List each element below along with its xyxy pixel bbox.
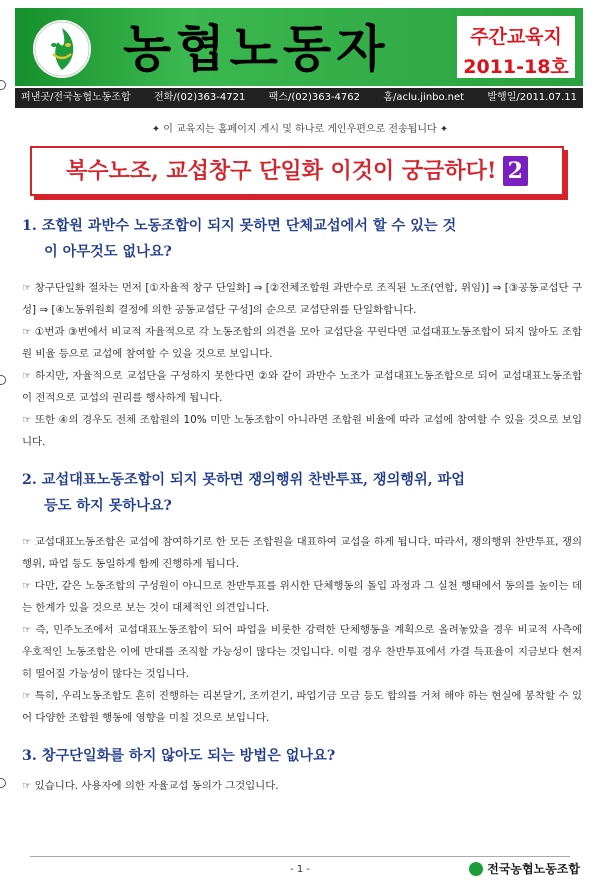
headline-number-badge: 2 — [503, 156, 528, 186]
union-logo-icon — [469, 862, 483, 876]
answer-paragraph: ☞ 또한 ④의 경우도 전체 조합원의 10% 미만 노동조합이 아니라면 조합원 비율에 따라 교섭에 참여할 수 있을 것으로 보입니다. — [22, 414, 582, 448]
article-body — [22, 213, 582, 797]
issue-box — [457, 16, 575, 78]
question-2-line1: 2. 교섭대표노동조합이 되지 못하면 쟁의행위 찬반투표, 쟁의행위, 파업 — [22, 472, 466, 488]
answer-paragraph: ☞ 교섭대표노동조합은 교섭에 참여하기로 한 모든 조합원을 대표하여 교섭을 하게 됩니다. 따라서, 쟁의행위 찬반투표, 쟁의행위, 파업 등도 동일하게 함께 진행하게 됩니다. — [22, 536, 582, 570]
publication-info-bar — [15, 88, 583, 108]
footer-organization — [469, 860, 580, 877]
question-1 — [22, 213, 582, 265]
homepage: 홈/aclu.jinbo.net — [383, 92, 465, 103]
publisher: 펴낸곳/전국농협노동조합 — [21, 92, 131, 103]
question-3-line1: 3. 창구단일화를 하지 않아도 되는 방법은 없나요? — [22, 748, 336, 764]
fax: 팩스/(02)363-4762 — [268, 92, 361, 103]
question-2 — [22, 467, 582, 519]
footer-divider — [30, 856, 570, 857]
question-3 — [22, 743, 582, 769]
issue-number: 2011-18호 — [463, 56, 569, 78]
binder-hole — [0, 80, 6, 90]
answer-paragraph: ☞ 창구단일화 절차는 먼저 [①자율적 창구 단일화] ⇒ [②전체조합원 과반수로 조직된 노조(연합, 위임)] ⇒ [③공동교섭단 구성] ⇒ [④노동위원회 결정에 의한 공동교섭단 구성]의 순으로 교섭단위를 단일화합니다. — [22, 282, 582, 316]
answer-paragraph: ☞ 있습니다. 사용자에 의한 자율교섭 동의가 그것입니다. — [22, 780, 279, 792]
question-1-line2: 이 아무것도 없나요? — [44, 244, 172, 260]
newsletter-title: 농협노동자 — [123, 19, 390, 78]
masthead — [15, 8, 583, 86]
answer-paragraph: ☞ 특히, 우리노동조합도 흔히 진행하는 리본달기, 조끼걷기, 파업기금 모금 등도 합의를 거쳐 해야 하는 현실에 봉착할 수 있어 다양한 조합원 행동에 영향을 미칠 것으로 보입니다. — [22, 690, 582, 724]
answer-paragraph: ☞ 다만, 같은 노동조합의 구성원이 아니므로 찬반투표를 위시한 단체행동의 돌입 과정과 그 실천 행태에서 동의를 높이는 데는 한계가 있을 것으로 보는 것이 대체적인 의견입니다. — [22, 580, 582, 614]
leaf-face-logo-icon — [33, 20, 91, 78]
question-1-line1: 1. 조합원 과반수 노동조합이 되지 못하면 단체교섭에서 할 수 있는 것 — [22, 218, 457, 234]
answer-paragraph: ☞ 하지만, 자율적으로 교섭단을 구성하지 못한다면 ②와 같이 과반수 노조가 교섭대표노동조합으로 되어 교섭대표노동조합이 전적으로 교섭의 권리를 행사하게 됩니다. — [22, 370, 582, 404]
binder-hole — [0, 375, 6, 385]
answer-paragraph: ☞ ①번과 ③번에서 비교적 자율적으로 각 노동조합의 의견을 모아 교섭단을 꾸린다면 교섭대표노동조합이 되지 않아도 조합원 비율 등으로 교섭에 참여할 수 있을 것으로 보입니다. — [22, 326, 582, 360]
publish-date: 발행일/2011.07.11 — [487, 92, 577, 103]
answer-paragraph: ☞ 즉, 민주노조에서 교섭대표노동조합이 되어 파업을 비롯한 강력한 단체행동을 계획으로 올려놓았을 경우 비교적 사측에 우호적인 노동조합은 이에 반대를 조직할 가능성이 많다는 것입니다. 이럴 경우 찬반투표에서 가결 득표율이 지금보다 현저히 떨어질 가능성이 많다는 것입니다. — [22, 624, 582, 680]
footer-org-name: 전국농협노동조합 — [487, 862, 580, 876]
binder-hole — [0, 778, 6, 788]
headline-text: 복수노조, 교섭창구 단일화 이것이 궁금하다! — [66, 158, 497, 184]
headline-box — [30, 146, 564, 196]
issue-type: 주간교육지 — [470, 26, 562, 48]
question-2-line2: 등도 하지 못하나요? — [44, 498, 172, 514]
page-number: - 1 - — [290, 864, 310, 875]
distribution-notice: ✦ 이 교육지는 홈페이지 게시 및 하나로 게인우편으로 전송됩니다 ✦ — [151, 124, 449, 135]
phone: 전화/(02)363-4721 — [153, 92, 246, 103]
